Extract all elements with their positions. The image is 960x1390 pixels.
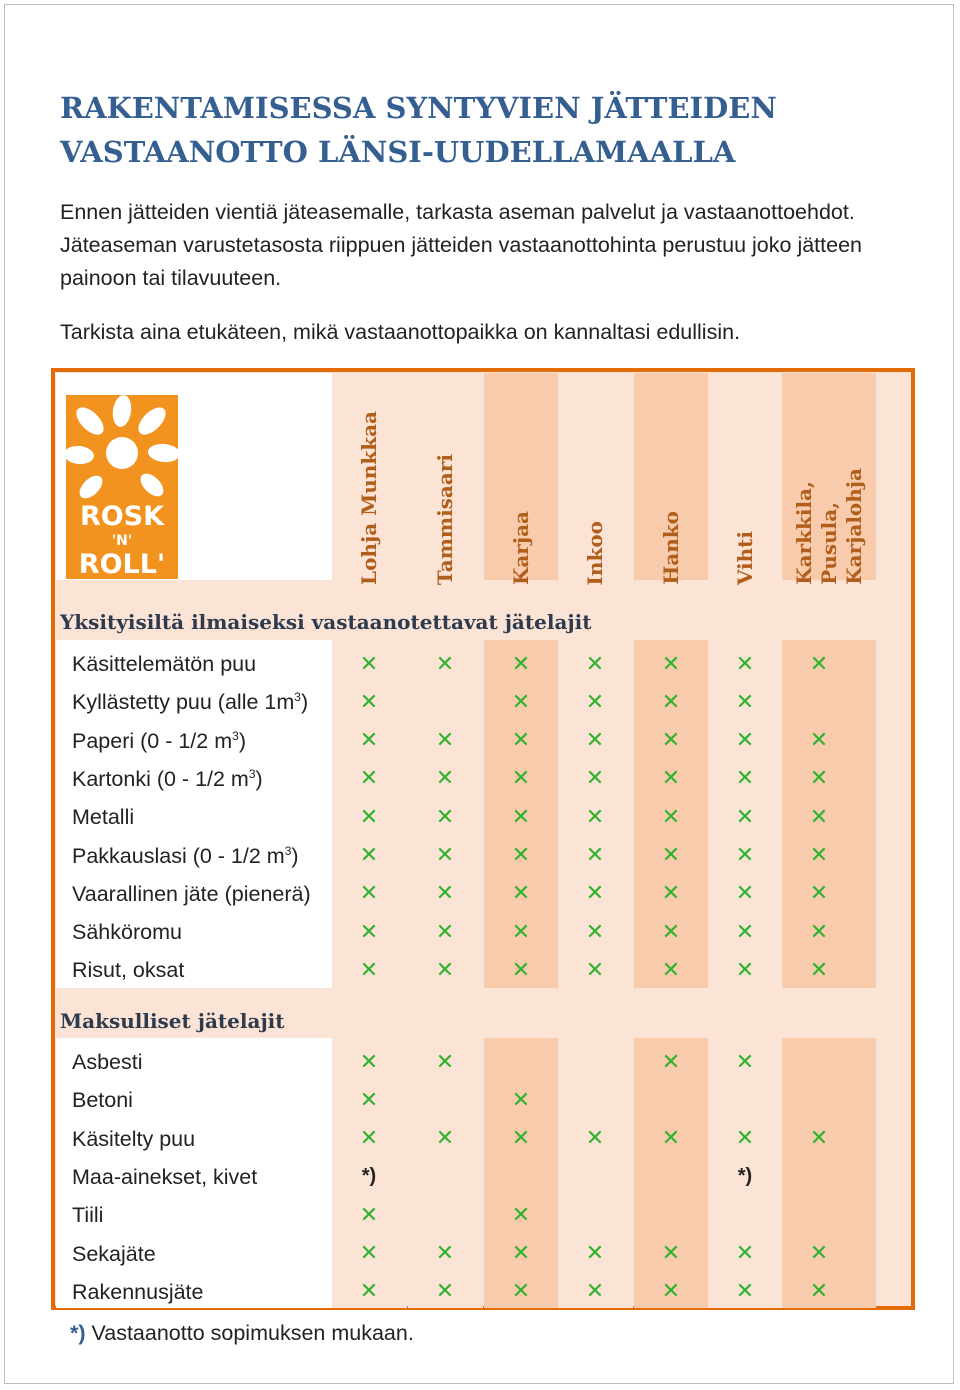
logo-text-line-1: ROSK	[79, 501, 165, 532]
accepted-mark-icon: ✕	[735, 804, 755, 830]
accepted-mark-icon: ✕	[809, 919, 829, 945]
accepted-mark-icon: ✕	[585, 919, 605, 945]
row-label	[72, 683, 308, 721]
accepted-mark-icon: ✕	[511, 1087, 531, 1113]
accepted-mark-icon: ✕	[735, 1241, 755, 1266]
intro-line-2: Jäteaseman varustetasosta riippuen jätteiden vastaanottohinta perustuu joko jätteen	[60, 233, 862, 257]
row-label-text: Sähköromu	[72, 920, 182, 945]
row-label-suffix: )	[300, 690, 309, 715]
accepted-mark-icon: ✕	[511, 766, 531, 792]
accepted-mark-icon: ✕	[585, 651, 605, 677]
row-label-text: Maa-ainekset, kivet	[72, 1164, 258, 1189]
accepted-mark-icon: ✕	[585, 1279, 605, 1305]
accepted-mark-icon: ✕	[511, 651, 531, 677]
accepted-mark-icon: ✕	[359, 957, 379, 983]
row-label-suffix: )	[255, 766, 263, 791]
logo-text-line-3: ROLL'	[78, 549, 166, 579]
row-label	[72, 1120, 195, 1158]
accepted-mark-icon: ✕	[661, 689, 681, 715]
by-agreement-mark: *)	[361, 1165, 377, 1188]
logo-graphic	[66, 395, 178, 579]
intro-line-1: Ennen jätteiden vientiä jäteasemalle, tarkasta aseman palvelut ja vastaanottoehdot.	[60, 200, 855, 224]
accepted-mark-icon: ✕	[661, 804, 681, 830]
accepted-mark-icon: ✕	[809, 881, 829, 907]
accepted-mark-icon: ✕	[661, 766, 681, 792]
row-label	[72, 1158, 257, 1196]
row-label	[72, 1196, 103, 1234]
accepted-mark-icon: ✕	[661, 728, 681, 754]
accepted-mark-icon: ✕	[511, 1126, 531, 1152]
accepted-mark-icon: ✕	[511, 1202, 531, 1228]
accepted-mark-icon: ✕	[735, 1279, 755, 1305]
accepted-mark-icon: ✕	[359, 1087, 379, 1113]
accepted-mark-icon: ✕	[809, 651, 829, 677]
row-label	[72, 913, 182, 951]
column-header-label: Lohja Munkkaa	[357, 411, 381, 585]
column-header-1	[332, 375, 407, 585]
row-label-text: Risut, oksat	[72, 958, 185, 983]
accepted-mark-icon: ✕	[809, 1279, 829, 1305]
accepted-mark-icon: ✕	[735, 843, 755, 868]
column-header-label: Karjaa	[509, 510, 533, 585]
accepted-mark-icon: ✕	[511, 728, 531, 754]
row-label-text: Metalli	[72, 805, 135, 830]
accepted-mark-icon: ✕	[809, 1241, 829, 1266]
accepted-mark-icon: ✕	[585, 728, 605, 754]
by-agreement-mark: *)	[737, 1165, 753, 1188]
accepted-mark-icon: ✕	[661, 1049, 681, 1075]
accepted-mark-icon: ✕	[359, 689, 379, 715]
row-label	[72, 798, 134, 836]
accepted-mark-icon: ✕	[735, 689, 755, 715]
accepted-mark-icon: ✕	[585, 843, 605, 868]
column-header-6	[708, 375, 783, 585]
row-label	[72, 722, 246, 760]
intro-line-3: painoon tai tilavuuteen.	[60, 266, 282, 290]
row-label-text: Käsitelty puu	[72, 1126, 196, 1151]
row-label	[72, 760, 263, 798]
accepted-mark-icon: ✕	[735, 766, 755, 792]
accepted-mark-icon: ✕	[735, 919, 755, 945]
accepted-mark-icon: ✕	[585, 881, 605, 907]
accepted-mark-icon: ✕	[511, 689, 531, 715]
column-header-4	[558, 375, 633, 585]
footnote-text: Vastaanotto sopimuksen mukaan.	[85, 1321, 414, 1345]
row-label	[72, 951, 184, 989]
accepted-mark-icon: ✕	[511, 1241, 531, 1266]
accepted-mark-icon: ✕	[735, 651, 755, 677]
accepted-mark-icon: ✕	[359, 1241, 379, 1266]
accepted-mark-icon: ✕	[435, 766, 455, 792]
row-label	[72, 1235, 156, 1273]
accepted-mark-icon: ✕	[435, 651, 455, 677]
accepted-mark-icon: ✕	[585, 689, 605, 715]
accepted-mark-icon: ✕	[809, 766, 829, 792]
column-header-5	[634, 375, 709, 585]
intro-paragraph	[60, 196, 920, 295]
accepted-mark-icon: ✕	[809, 728, 829, 754]
section-title-1: Yksityisiltä ilmaiseksi vastaanotettavat jätelajit	[60, 610, 592, 634]
page-title	[60, 86, 860, 174]
logo-text-line-2: 'N'	[111, 533, 133, 549]
accepted-mark-icon: ✕	[735, 1049, 755, 1075]
row-label-text: Vaarallinen jäte (pienerä)	[72, 881, 311, 906]
row-label-text: Kartonki (0 - 1/2 m	[72, 766, 249, 791]
accepted-mark-icon: ✕	[735, 728, 755, 754]
accepted-mark-icon: ✕	[661, 1126, 681, 1152]
accepted-mark-icon: ✕	[809, 957, 829, 983]
row-label-suffix: )	[291, 843, 299, 868]
accepted-mark-icon: ✕	[661, 651, 681, 677]
accepted-mark-icon: ✕	[435, 728, 455, 754]
accepted-mark-icon: ✕	[585, 804, 605, 830]
accepted-mark-icon: ✕	[435, 881, 455, 907]
accepted-mark-icon: ✕	[809, 843, 829, 868]
row-label-superscript: 3	[294, 690, 301, 705]
title-line-2: VASTAANOTTO LÄNSI-UUDELLAMAALLA	[60, 135, 736, 169]
row-label-superscript: 3	[248, 766, 256, 781]
accepted-mark-icon: ✕	[809, 804, 829, 830]
accepted-mark-icon: ✕	[809, 1126, 829, 1152]
accepted-mark-icon: ✕	[511, 804, 531, 830]
logo-sun-rays	[66, 395, 178, 503]
intro-note: Tarkista aina etukäteen, mikä vastaanottopaikka on kannaltasi edullisin.	[60, 320, 741, 344]
accepted-mark-icon: ✕	[359, 804, 379, 830]
row-label	[72, 1273, 203, 1311]
column-header-label: Tammisaari	[433, 453, 457, 585]
accepted-mark-icon: ✕	[435, 1241, 455, 1266]
accepted-mark-icon: ✕	[661, 1279, 681, 1305]
section-title-2: Maksulliset jätelajit	[60, 1009, 285, 1033]
row-label-text: Rakennusjäte	[72, 1279, 204, 1304]
accepted-mark-icon: ✕	[435, 804, 455, 830]
accepted-mark-icon: ✕	[661, 843, 681, 868]
accepted-mark-icon: ✕	[735, 957, 755, 983]
accepted-mark-icon: ✕	[359, 651, 379, 677]
column-header-label: Vihti	[733, 530, 757, 585]
accepted-mark-icon: ✕	[661, 1241, 681, 1266]
accepted-mark-icon: ✕	[359, 843, 379, 868]
row-label-superscript: 3	[232, 728, 239, 743]
row-label	[72, 645, 256, 683]
accepted-mark-icon: ✕	[435, 1279, 455, 1305]
accepted-mark-icon: ✕	[435, 919, 455, 945]
footnote	[70, 1321, 414, 1346]
accepted-mark-icon: ✕	[661, 881, 681, 907]
accepted-mark-icon: ✕	[661, 919, 681, 945]
accepted-mark-icon: ✕	[359, 1202, 379, 1228]
row-label-text: Kyllästetty puu (alle 1m	[72, 690, 295, 715]
row-label	[72, 1043, 143, 1081]
accepted-mark-icon: ✕	[511, 1279, 531, 1305]
accepted-mark-icon: ✕	[585, 1126, 605, 1152]
accepted-mark-icon: ✕	[359, 1279, 379, 1305]
accepted-mark-icon: ✕	[511, 843, 531, 868]
accepted-mark-icon: ✕	[585, 1241, 605, 1266]
column-header-2	[408, 375, 483, 585]
row-label	[72, 1081, 133, 1119]
row-label-text: Sekajäte	[72, 1241, 156, 1266]
accepted-mark-icon: ✕	[359, 1126, 379, 1152]
title-line-1: RAKENTAMISESSA SYNTYVIEN JÄTTEIDEN	[60, 91, 777, 125]
column-header-label: Karkkila, Pusula, Karjalohja	[791, 468, 866, 585]
row-label-text: Paperi (0 - 1/2 m	[72, 728, 233, 753]
column-header-7	[782, 375, 876, 585]
accepted-mark-icon: ✕	[585, 766, 605, 792]
accepted-mark-icon: ✕	[359, 919, 379, 945]
column-header-3	[484, 375, 559, 585]
column-header-label: Hanko	[659, 511, 683, 585]
row-label-text: Pakkauslasi (0 - 1/2 m	[72, 843, 285, 868]
row-label-suffix: )	[238, 728, 246, 753]
accepted-mark-icon: ✕	[359, 728, 379, 754]
accepted-mark-icon: ✕	[735, 881, 755, 907]
accepted-mark-icon: ✕	[359, 881, 379, 907]
accepted-mark-icon: ✕	[511, 957, 531, 983]
row-label-text: Asbesti	[72, 1050, 143, 1074]
accepted-mark-icon: ✕	[435, 1049, 455, 1075]
accepted-mark-icon: ✕	[435, 843, 455, 868]
accepted-mark-icon: ✕	[585, 957, 605, 983]
accepted-mark-icon: ✕	[511, 881, 531, 907]
accepted-mark-icon: ✕	[435, 1126, 455, 1152]
accepted-mark-icon: ✕	[359, 1049, 379, 1075]
accepted-mark-icon: ✕	[735, 1126, 755, 1152]
row-label-text: Käsittelemätön puu	[72, 652, 257, 676]
accepted-mark-icon: ✕	[359, 766, 379, 792]
rosk-n-roll-logo	[66, 395, 178, 579]
accepted-mark-icon: ✕	[435, 957, 455, 983]
row-label-text: Betoni	[72, 1088, 133, 1113]
accepted-mark-icon: ✕	[511, 919, 531, 945]
footnote-symbol: *)	[70, 1321, 86, 1345]
accepted-mark-icon: ✕	[661, 957, 681, 983]
row-label	[72, 875, 311, 913]
row-label-text: Tiili	[72, 1203, 104, 1228]
column-header-label: Inkoo	[583, 520, 607, 585]
row-label-superscript: 3	[284, 843, 292, 858]
row-label	[72, 837, 299, 875]
